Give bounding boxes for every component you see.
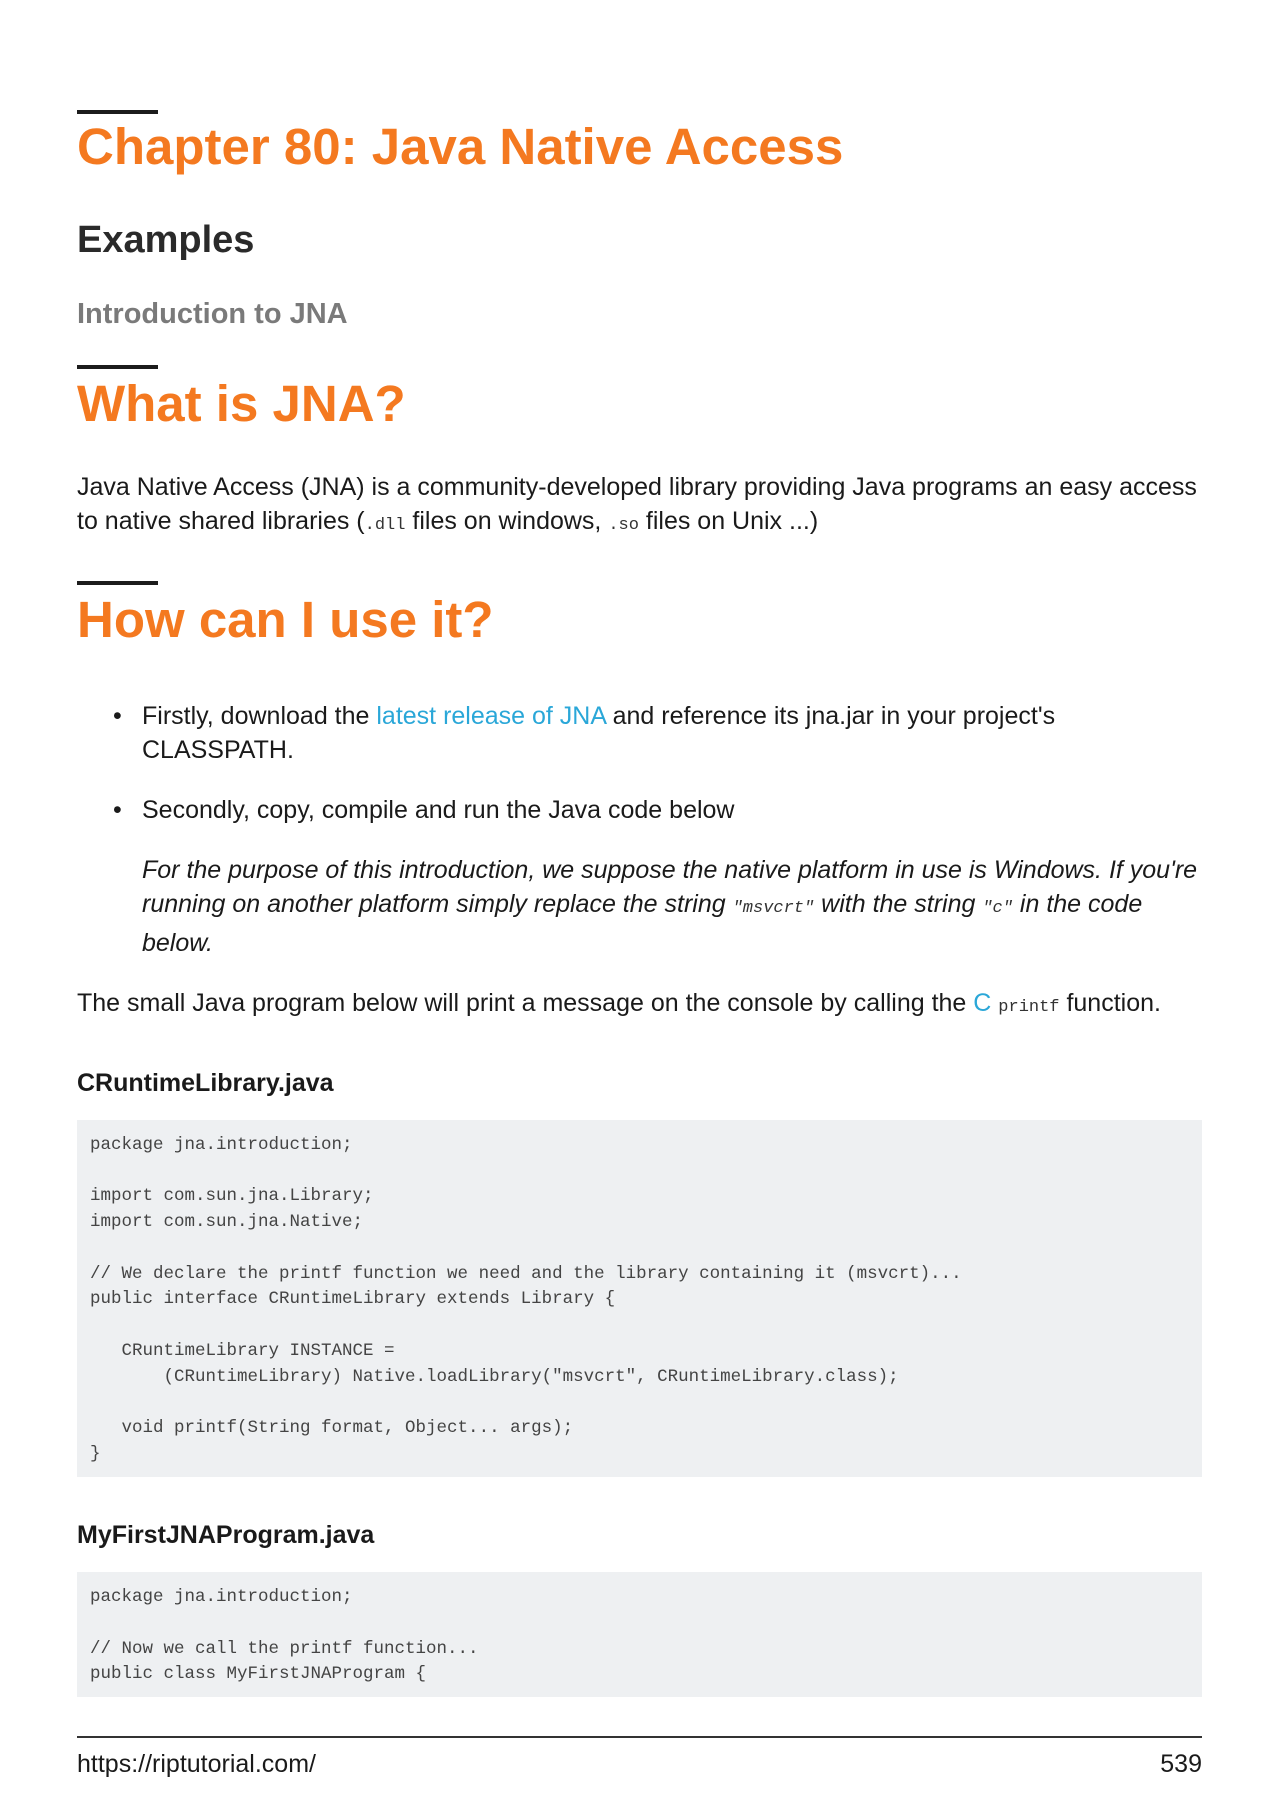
section-title-how-to-use: How can I use it? <box>77 591 494 649</box>
text: files on Unix ...) <box>638 507 819 536</box>
text: and reference its jna.jar in your project's CLASSPATH. <box>142 701 1056 764</box>
section-title-what-is-jna: What is JNA? <box>77 375 406 433</box>
inline-code-dll: .dll <box>364 516 406 536</box>
program-description <box>77 986 1202 1025</box>
chapter-title: Chapter 80: Java Native Access <box>77 118 844 175</box>
platform-note <box>142 853 1202 960</box>
text: Firstly, download the <box>142 701 377 730</box>
text: files on windows, <box>405 507 609 536</box>
text: Java Native Access (JNA) is a community-developed library providing Java programs an easy access to native shared libraries ( <box>77 473 1197 536</box>
inline-code-msvcrt: "msvcrt" <box>732 898 815 918</box>
list-item <box>77 793 1202 827</box>
bullet-icon: • <box>113 795 122 824</box>
inline-code-c: "c" <box>982 898 1013 918</box>
document-page <box>77 0 1202 1697</box>
code-block-cruntimelibrary: package jna.introduction; import com.sun.jna.Library; import com.sun.jna.Native; // We declare the printf function we need and the library containing it (msvcrt)... public interface CRuntimeLibrary extends Library { CRuntimeLibrary INSTANCE = (CRuntimeLibrary) Native.loadLibrary("msvcrt", CRuntimeLibrary.class); void printf(String format, Object... args); } <box>77 1120 1202 1477</box>
text: in the code below. <box>142 889 1143 957</box>
text: The small Java program below will print a message on the console by calling the <box>77 988 974 1017</box>
inline-code-so: .so <box>608 516 639 536</box>
inline-code-printf: printf <box>998 997 1060 1017</box>
file-title-myfirstjnaprogram: MyFirstJNAProgram.java <box>77 1520 375 1549</box>
section-rule <box>77 581 158 585</box>
section-rule <box>77 365 158 369</box>
bullet-icon: • <box>113 701 122 730</box>
code-block-myfirstjnaprogram: package jna.introduction; // Now we call the printf function... public class MyFirstJNAProgram { <box>77 1572 1202 1697</box>
footer-url[interactable]: https://riptutorial.com/ <box>77 1750 316 1778</box>
page-number: 539 <box>1160 1750 1202 1778</box>
text: For the purpose of this introduction, we suppose the native platform in use is Windows. If you're running on another platform simply replace the string <box>142 855 1198 918</box>
text: Secondly, copy, compile and run the Java code below <box>142 795 735 824</box>
chapter-rule <box>77 110 158 114</box>
jna-description <box>77 470 1202 543</box>
file-title-cruntimelibrary: CRuntimeLibrary.java <box>77 1068 334 1097</box>
steps-list <box>77 699 1202 827</box>
jna-release-link[interactable]: latest release of JNA <box>376 701 606 730</box>
text: function. <box>1059 988 1161 1017</box>
examples-heading: Examples <box>77 219 255 262</box>
page-footer <box>77 1736 1202 1778</box>
list-item <box>77 699 1202 767</box>
c-language-link[interactable]: C <box>973 988 992 1017</box>
intro-heading: Introduction to JNA <box>77 298 348 331</box>
text: with the string <box>814 889 983 918</box>
